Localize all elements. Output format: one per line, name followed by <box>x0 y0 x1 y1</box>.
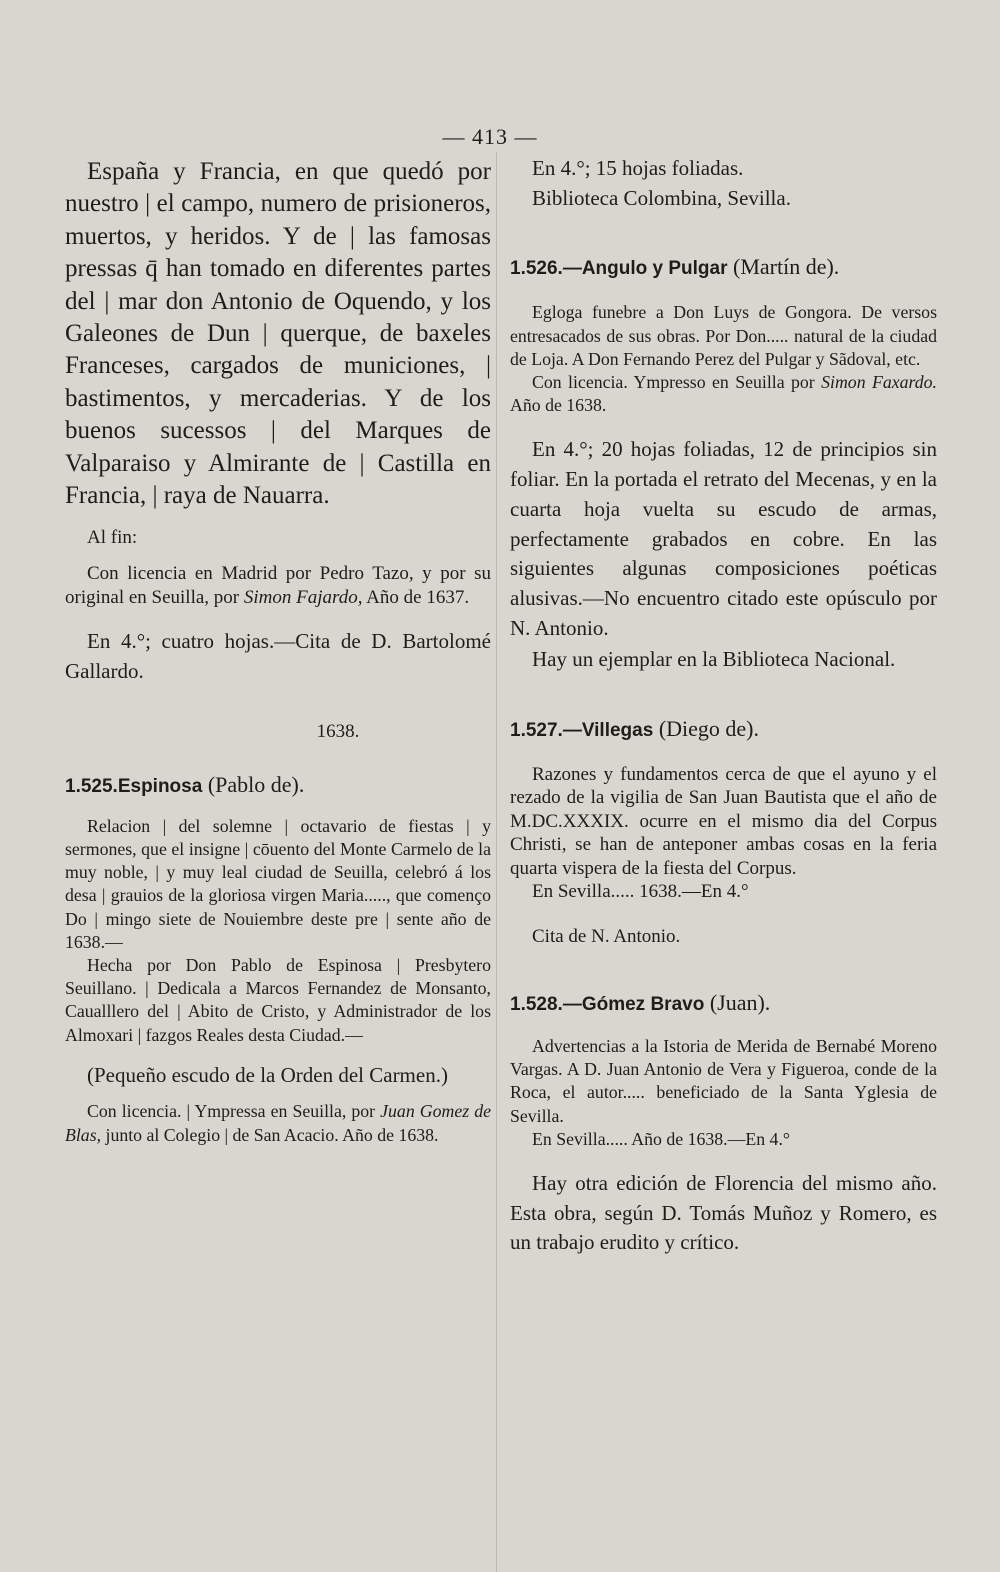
page-number: — 413 — <box>442 124 538 149</box>
entry-author-rest: (Diego de). <box>653 716 759 742</box>
entry-title-1527: Razones y fundamentos cerca de que el ayuno y el rezado de la vigilia de San Juan Bautista que el año de M.DC.XXXIX. ocurre en el mismo dia del Corpus Christi, se han de anteponer ambas cosas en la feria quarta vispera de la fiesta del Corpus. <box>510 764 937 879</box>
right-column <box>510 156 937 1258</box>
entry-author-rest: (Juan). <box>704 989 771 1015</box>
entry-title-1528: Advertencias a la Istoria de Merida de Bernabé Moreno Vargas. A D. Juan Antonio de Vera y Figueroa, conde de la Roca, el autor..... beneficiado de la Santa Yglesia de Sevilla. <box>510 1035 937 1126</box>
entry-number: 1.525. <box>65 775 118 797</box>
entry-note-1528: Hay otra edición de Florencia del mismo año. Esta obra, según D. Tomás Muñoz y Romero, es un trabajo erudito y crítico. <box>510 1170 937 1255</box>
entry-number: 1.526. <box>510 258 563 280</box>
entry-note-1526: En 4.°; 20 hojas foliadas, 12 de principios sin foliar. En la portada el retrato del Mecenas, y en la cuarta hoja vuelta su escudo de armas, perfectamente grabados en cobre. En las siguientes algunas composiciones poéticas alusivas.—No encuentro citado este opúsculo por N. Antonio. <box>510 437 937 640</box>
entry-title-1526: Egloga funebre a Don Luys de Gongora. De versos entresacados de sus obras. Por Don..... natural de la ciudad de Loja. A Don Fernando Perez del Pulgar y Sãdoval, etc. <box>510 302 937 369</box>
left-column <box>65 156 491 1147</box>
entry-author-rest: (Martín de). <box>727 254 840 280</box>
format-prev: En 4.°; 15 hojas foliadas. <box>532 156 744 180</box>
entry-heading-1525 <box>65 771 491 801</box>
column-divider <box>496 152 497 1572</box>
entry-number: 1.528. <box>510 993 563 1015</box>
shield-note: (Pequeño escudo de la Orden del Carmen.) <box>87 1062 448 1087</box>
colophon-1637 <box>65 562 491 609</box>
imprint-1526 <box>510 371 937 417</box>
colophon-printer: Simon Fajardo, <box>243 586 363 608</box>
entry-number: 1.527. <box>510 720 563 742</box>
imprint-text: Con licencia. | Ympressa en Seuilla, por <box>87 1101 381 1122</box>
imprint-1528: En Sevilla..... Año de 1638.—En 4.° <box>532 1128 791 1149</box>
entry-author: —Villegas <box>562 720 654 742</box>
imprint-printer: Simon Faxardo. <box>821 372 938 393</box>
al-fin-label: Al fin: <box>87 527 138 549</box>
entry-heading-1526 <box>510 253 937 283</box>
imprint-printer: Juan Gomez de Blas, <box>65 1101 491 1145</box>
imprint-year: Año de 1638. <box>510 395 607 416</box>
format-note-1637: En 4.°; cuatro hojas.—Cita de D. Bartolomé Gallardo. <box>65 629 491 683</box>
colophon-year: Año de 1637. <box>362 586 470 608</box>
imprint-place: junto al Colegio | de San Acacio. Año de 1638. <box>101 1124 439 1145</box>
entry-author: —Angulo y Pulgar <box>562 258 728 280</box>
entry-author-line-1525: Hecha por Don Pablo de Espinosa | Presbytero Seuillano. | Dedicala a Marcos Fernandez de Monsanto, Caualllero del | Abito de Cristo, y Administrador de los Almoxari | fazgos Reales desta Ciudad.— <box>65 954 491 1045</box>
entry-copy-1526: Hay un ejemplar en la Biblioteca Nacional. <box>532 647 896 672</box>
continued-title: España y Francia, en que quedó por nuestro | el campo, numero de prisioneros, muertos, y heridos. Y de | las famosas pressas q̄ han tomado en diferentes partes del | mar don Antonio de Oquendo, y los Galeones de Dun | querque, de baxeles Franceses, cargados de municiones, | bastimentos, y mercaderias. Y de los buenos sucessos | del Marques de Valparaiso y Almirante de | Castilla en Francia, | raya de Nauarra. <box>65 158 491 510</box>
imprint-1525 <box>65 1100 491 1146</box>
entry-author: —Gómez Bravo <box>562 993 705 1015</box>
imprint-1527: En Sevilla..... 1638.—En 4.° <box>532 881 749 903</box>
entry-title-1525: Relacion | del solemne | octavario de fiestas | y sermones, que el insigne | cōuento del Monte Carmelo de la muy noble, | y muy leal ciudad de Seuilla, celebró á los desa | grauios de la gloriosa virgen Maria....., que començo Do | mingo siete de Nouiembre deste pre | sente año de 1638.— <box>65 815 491 952</box>
cita-1527: Cita de N. Antonio. <box>532 926 681 948</box>
colophon-text: Con licencia en Madrid por Pedro Tazo, y por su original en Seuilla, por <box>65 563 491 608</box>
entry-heading-1528 <box>510 989 937 1019</box>
imprint-text: Con licencia. Ympresso en Seuilla por <box>532 372 822 393</box>
year-heading: 1638. <box>316 720 360 742</box>
entry-heading-1527 <box>510 715 937 745</box>
library-prev: Biblioteca Colombina, Sevilla. <box>532 185 791 210</box>
entry-author-rest: (Pablo de). <box>202 771 305 797</box>
entry-author: Espinosa <box>117 775 203 797</box>
